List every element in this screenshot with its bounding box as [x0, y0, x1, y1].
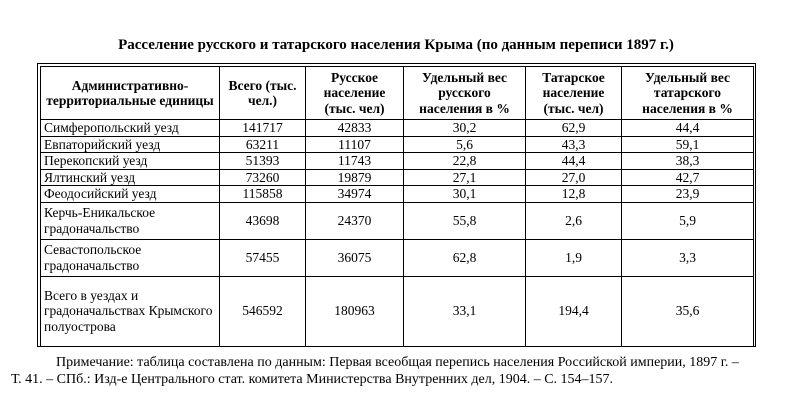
table-row — [41, 136, 754, 153]
cell-total: 141717 — [220, 120, 306, 137]
table-row — [41, 239, 754, 276]
cell-tatar-share: 23,9 — [622, 186, 754, 203]
cell-russian: 11107 — [306, 136, 404, 153]
header-cell-units: Административно-территориальные единицы — [41, 67, 220, 120]
row-name: Перекопский уезд — [41, 153, 220, 170]
cell-total: 51393 — [220, 153, 306, 170]
cell-total: 57455 — [220, 239, 306, 276]
table-row — [41, 120, 754, 137]
cell-total: 546592 — [220, 276, 306, 346]
cell-russian: 24370 — [306, 202, 404, 239]
row-name: Евпаторийский уезд — [41, 136, 220, 153]
cell-russian-share: 30,2 — [404, 120, 526, 137]
cell-total: 115858 — [220, 186, 306, 203]
table-frame — [37, 63, 756, 347]
cell-russian-share: 62,8 — [404, 239, 526, 276]
row-name: Феодосийский уезд — [41, 186, 220, 203]
census-table — [40, 66, 754, 347]
cell-tatar: 2,6 — [526, 202, 622, 239]
table-row — [41, 169, 754, 186]
cell-tatar-share: 35,6 — [622, 276, 754, 346]
note-line-2: Т. 41. – СПб.: Изд-е Центрального стат. комитета Министерства Внутренних дел, 1904. – С. 154–157. — [11, 372, 614, 387]
cell-russian: 180963 — [306, 276, 404, 346]
cell-tatar-share: 44,4 — [622, 120, 754, 137]
cell-tatar-share: 3,3 — [622, 239, 754, 276]
cell-total: 73260 — [220, 169, 306, 186]
cell-russian: 42833 — [306, 120, 404, 137]
cell-tatar: 27,0 — [526, 169, 622, 186]
row-name: Севастопольское градоначальство — [41, 239, 220, 276]
header-cell-total: Всего (тыс. чел.) — [220, 67, 306, 120]
cell-tatar-share: 5,9 — [622, 202, 754, 239]
row-name: Симферопольский уезд — [41, 120, 220, 137]
cell-russian-share: 27,1 — [404, 169, 526, 186]
row-name: Ялтинский уезд — [41, 169, 220, 186]
cell-tatar: 44,4 — [526, 153, 622, 170]
header-cell-tatar: Татарское население (тыс. чел) — [526, 67, 622, 120]
header-cell-russian: Русское население (тыс. чел) — [306, 67, 404, 120]
cell-russian: 19879 — [306, 169, 404, 186]
cell-russian-share: 55,8 — [404, 202, 526, 239]
cell-tatar: 43,3 — [526, 136, 622, 153]
cell-russian-share: 30,1 — [404, 186, 526, 203]
cell-russian-share: 33,1 — [404, 276, 526, 346]
row-name: Всего в уездах и градоначальствах Крымского полуострова — [41, 276, 220, 346]
header-cell-tatar-share: Удельный вес татарского населения в % — [622, 67, 754, 120]
source-note — [11, 354, 776, 388]
cell-total: 43698 — [220, 202, 306, 239]
cell-tatar-share: 59,1 — [622, 136, 754, 153]
cell-tatar-share: 38,3 — [622, 153, 754, 170]
table-row-total — [41, 276, 754, 346]
table-row — [41, 186, 754, 203]
row-name: Керчь-Еникальское градоначальство — [41, 202, 220, 239]
table-row — [41, 153, 754, 170]
table-title: Расселение русского и татарского населения Крыма (по данным переписи 1897 г.) — [118, 37, 674, 53]
cell-russian: 36075 — [306, 239, 404, 276]
header-cell-russian-share: Удельный вес русского населения в % — [404, 67, 526, 120]
cell-tatar: 1,9 — [526, 239, 622, 276]
cell-russian: 11743 — [306, 153, 404, 170]
cell-russian-share: 5,6 — [404, 136, 526, 153]
cell-tatar: 194,4 — [526, 276, 622, 346]
cell-tatar: 12,8 — [526, 186, 622, 203]
cell-total: 63211 — [220, 136, 306, 153]
cell-russian: 34974 — [306, 186, 404, 203]
cell-tatar-share: 42,7 — [622, 169, 754, 186]
table-row — [41, 202, 754, 239]
note-line-1: Примечание: таблица составлена по данным: Первая всеобщая перепись населения Российской империи, 1897 г. – — [56, 355, 739, 370]
cell-russian-share: 22,8 — [404, 153, 526, 170]
header-row — [41, 67, 754, 120]
cell-tatar: 62,9 — [526, 120, 622, 137]
